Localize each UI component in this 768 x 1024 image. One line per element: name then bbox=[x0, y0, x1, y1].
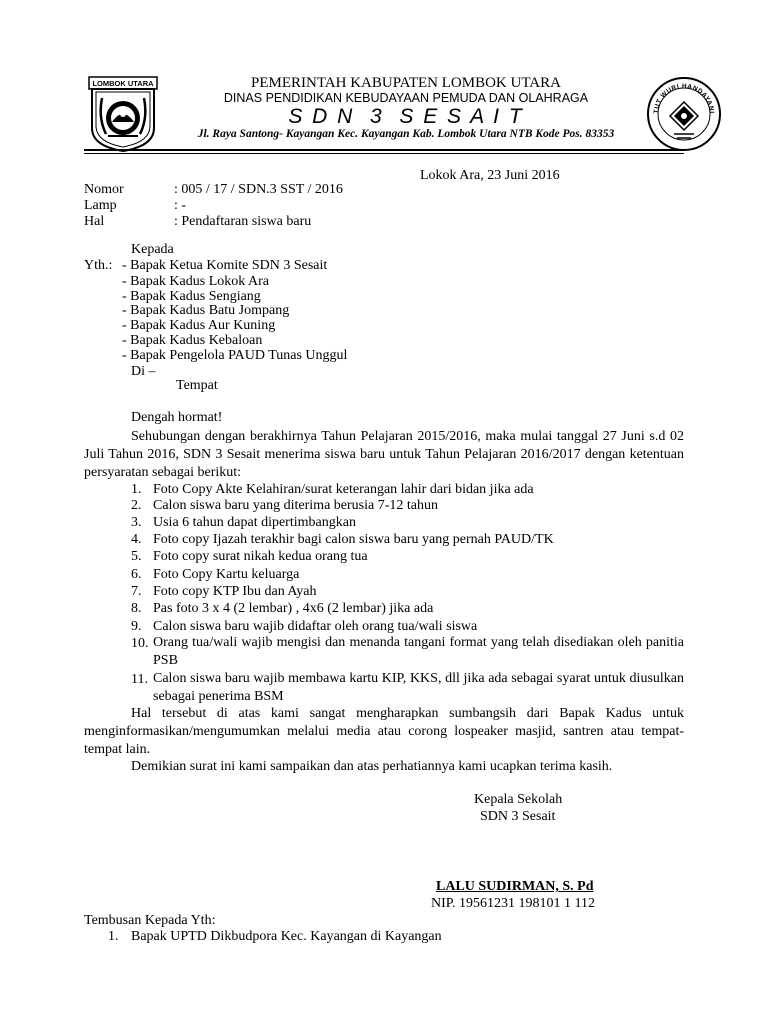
recipient-item: - Bapak Kadus Aur Kuning bbox=[122, 318, 276, 333]
requirement-number: 11. bbox=[131, 672, 148, 687]
signatory-nip: NIP. 19561231 198101 1 112 bbox=[431, 896, 595, 911]
closing-paragraph: Hal tersebut di atas kami sangat mengharapkan sumbangsih dari Bapak Kadus untuk menginformasikan/mengumumkan melalui media atau corong lospeaker masjid, santren atau tempat-tempat lain. bbox=[84, 706, 684, 757]
requirement-text: Usia 6 tahun dapat dipertimbangkan bbox=[153, 515, 356, 530]
requirement-number: 1. bbox=[131, 482, 142, 497]
requirement-text: Foto copy Ijazah terakhir bagi calon siswa baru yang pernah PAUD/TK bbox=[153, 532, 554, 547]
requirement-number: 4. bbox=[131, 532, 142, 547]
letterhead-line2: DINAS PENDIDIKAN KEBUDAYAAN PEMUDA DAN OLAHRAGA bbox=[223, 91, 589, 105]
meta-label-lamp: Lamp bbox=[84, 198, 117, 213]
greeting: Dengah hormat! bbox=[131, 410, 223, 425]
requirement-text: Calon siswa baru yang diterima berusia 7-12 tahun bbox=[153, 498, 438, 513]
letterhead-rule-thick bbox=[84, 149, 684, 151]
requirement-number: 7. bbox=[131, 584, 142, 599]
yth-label: Yth.: bbox=[84, 258, 113, 273]
requirement-text: Foto Copy Kartu keluarga bbox=[153, 567, 300, 582]
di-label: Di – bbox=[131, 364, 156, 379]
cc-heading: Tembusan Kepada Yth: bbox=[84, 913, 216, 928]
letterhead-line1: PEMERINTAH KABUPATEN LOMBOK UTARA bbox=[251, 75, 561, 91]
requirement-number: 10. bbox=[131, 636, 149, 651]
recipient-item: - Bapak Kadus Lokok Ara bbox=[122, 274, 269, 289]
recipient-item: - Bapak Pengelola PAUD Tunas Unggul bbox=[122, 348, 348, 363]
meta-value-lamp: : - bbox=[174, 198, 187, 213]
logo-right-text: TUT WURI HANDAYANI bbox=[652, 82, 716, 114]
signature-title: Kepala Sekolah bbox=[474, 792, 563, 807]
requirement-number: 5. bbox=[131, 549, 142, 564]
cc-text: Bapak UPTD Dikbudpora Kec. Kayangan di Kayangan bbox=[131, 929, 442, 944]
meta-value-nomor: : 005 / 17 / SDN.3 SST / 2016 bbox=[174, 182, 343, 197]
requirement-number: 3. bbox=[131, 515, 142, 530]
school-name: S D N 3 S E S A I T bbox=[288, 105, 524, 128]
letter-date: Lokok Ara, 23 Juni 2016 bbox=[420, 168, 560, 183]
requirement-text: Pas foto 3 x 4 (2 lembar) , 4x6 (2 lembar) jika ada bbox=[153, 601, 434, 616]
letterhead-rule-thin bbox=[84, 153, 684, 154]
meta-label-nomor: Nomor bbox=[84, 182, 124, 197]
school-address: Jl. Raya Santong- Kayangan Kec. Kayangan Kab. Lombok Utara NTB Kode Pos. 83353 bbox=[197, 128, 615, 140]
signature-school: SDN 3 Sesait bbox=[480, 809, 556, 824]
requirement-number: 8. bbox=[131, 601, 142, 616]
requirement-text: Foto copy surat nikah kedua orang tua bbox=[153, 549, 368, 564]
cc-number: 1. bbox=[108, 929, 119, 944]
recipient-item: - Bapak Kadus Batu Jompang bbox=[122, 303, 290, 318]
recipient-item: - Bapak Kadus Kebaloan bbox=[122, 333, 263, 348]
requirement-number: 6. bbox=[131, 567, 142, 582]
requirement-text: Foto copy KTP Ibu dan Ayah bbox=[153, 584, 317, 599]
requirement-text: Foto Copy Akte Kelahiran/surat keterangan lahir dari bidan jika ada bbox=[153, 482, 534, 497]
requirement-text: Calon siswa baru wajib didaftar oleh orang tua/wali siswa bbox=[153, 619, 478, 634]
requirement-number: 2. bbox=[131, 498, 142, 513]
recipient-item: - Bapak Ketua Komite SDN 3 Sesait bbox=[122, 258, 328, 273]
requirement-text: Orang tua/wali wajib mengisi dan menanda tangani format yang telah disediakan oleh panitia PSB bbox=[153, 635, 684, 668]
requirement-text: Calon siswa baru wajib membawa kartu KIP, KKS, dll jika ada sebagai syarat untuk diusulkan sebagai penerima BSM bbox=[153, 671, 684, 704]
meta-value-hal: : Pendaftaran siswa baru bbox=[174, 214, 312, 229]
requirement-number: 9. bbox=[131, 619, 142, 634]
recipient-item: - Bapak Kadus Sengiang bbox=[122, 289, 261, 304]
logo-left-text: LOMBOK UTARA bbox=[92, 79, 154, 88]
kepada-label: Kepada bbox=[131, 242, 174, 257]
meta-label-hal: Hal bbox=[84, 214, 105, 229]
signatory-name: LALU SUDIRMAN, S. Pd bbox=[436, 879, 594, 894]
closing-thanks: Demikian surat ini kami sampaikan dan atas perhatiannya kami ucapkan terima kasih. bbox=[131, 759, 613, 774]
intro-paragraph: Sehubungan dengan berakhirnya Tahun Pelajaran 2015/2016, maka mulai tanggal 27 Juni s.d 02 Juli Tahun 2016, SDN 3 Sesait menerima siswa baru untuk Tahun Pelajaran 2016/2017 dengan ketentuan persyaratan sebagai berikut: bbox=[84, 429, 684, 480]
tempat-label: Tempat bbox=[176, 378, 218, 393]
